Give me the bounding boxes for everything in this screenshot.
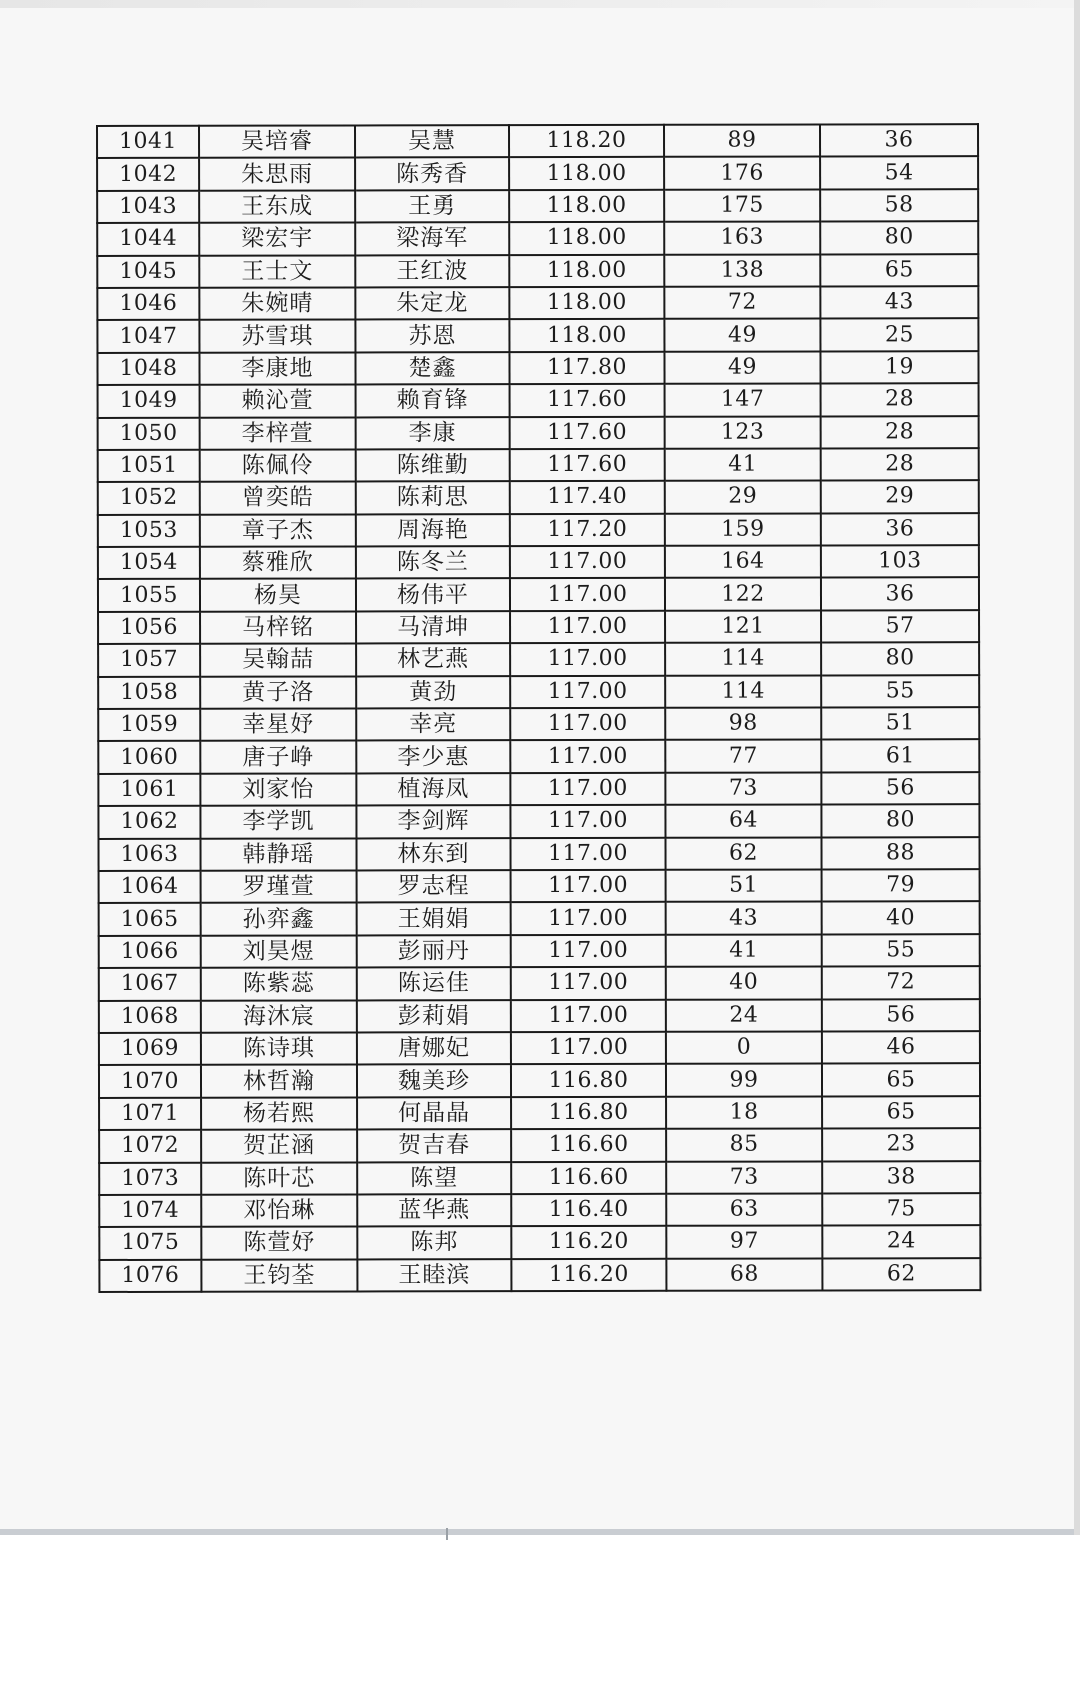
student-name-cell: 章子杰: [200, 514, 356, 547]
value-a-cell: 122: [665, 578, 821, 611]
student-name-cell: 李学凯: [200, 806, 356, 839]
guardian-name-cell: 彭莉娟: [357, 1000, 511, 1033]
table-row: [98, 772, 979, 806]
value-b-cell: 51: [821, 707, 979, 740]
serial-cell: 1042: [97, 158, 199, 191]
score-cell: 117.00: [510, 773, 665, 806]
value-a-cell: 63: [666, 1193, 822, 1226]
value-b-cell: 62: [822, 1258, 980, 1291]
student-name-cell: 梁宏宇: [199, 223, 355, 256]
table-row: [99, 1161, 980, 1195]
value-b-cell: 75: [822, 1193, 980, 1226]
value-a-cell: 164: [665, 546, 821, 579]
value-b-cell: 80: [820, 221, 978, 254]
value-a-cell: 73: [665, 772, 821, 805]
student-name-cell: 杨若熙: [201, 1097, 357, 1130]
value-b-cell: 36: [821, 578, 979, 611]
serial-cell: 1056: [98, 612, 200, 645]
value-a-cell: 40: [666, 967, 822, 1000]
student-name-cell: 陈佩伶: [200, 449, 356, 482]
score-cell: 118.00: [509, 190, 664, 223]
serial-cell: 1054: [98, 547, 200, 580]
value-b-cell: 80: [821, 642, 979, 675]
serial-cell: 1044: [97, 223, 199, 256]
guardian-name-cell: 植海凤: [356, 773, 510, 806]
value-b-cell: 38: [822, 1161, 980, 1194]
value-b-cell: 29: [821, 480, 979, 513]
student-name-cell: 陈诗琪: [201, 1032, 357, 1065]
value-a-cell: 43: [666, 902, 822, 935]
top-edge: [0, 0, 1080, 8]
guardian-name-cell: 李剑辉: [356, 805, 510, 838]
guardian-name-cell: 贺吉春: [357, 1129, 511, 1162]
student-name-cell: 黄子洛: [200, 676, 356, 709]
value-a-cell: 49: [664, 351, 820, 384]
guardian-name-cell: 李康: [356, 417, 510, 450]
guardian-name-cell: 陈邦: [357, 1226, 511, 1259]
table-row: [98, 675, 979, 709]
guardian-name-cell: 林艺燕: [356, 643, 510, 676]
value-a-cell: 99: [666, 1064, 822, 1097]
value-b-cell: 54: [820, 157, 978, 190]
serial-cell: 1059: [98, 709, 200, 742]
score-cell: 118.20: [509, 125, 664, 158]
serial-cell: 1064: [99, 871, 201, 904]
student-name-cell: 蔡雅欣: [200, 547, 356, 580]
student-name-cell: 王士文: [199, 255, 355, 288]
value-a-cell: 175: [664, 189, 820, 222]
score-cell: 117.00: [511, 870, 666, 903]
score-cell: 117.00: [511, 967, 666, 1000]
guardian-name-cell: 梁海军: [355, 222, 509, 255]
serial-cell: 1072: [99, 1130, 201, 1163]
value-a-cell: 97: [666, 1226, 822, 1259]
serial-cell: 1075: [99, 1227, 201, 1260]
score-cell: 117.00: [511, 1032, 666, 1065]
guardian-name-cell: 朱定龙: [355, 287, 509, 320]
student-name-cell: 陈萱妤: [201, 1227, 357, 1260]
student-name-cell: 贺芷涵: [201, 1130, 357, 1163]
table-row: [99, 1031, 980, 1065]
serial-cell: 1057: [98, 644, 200, 677]
value-a-cell: 68: [666, 1258, 822, 1291]
value-b-cell: 57: [821, 610, 979, 643]
value-b-cell: 28: [821, 448, 979, 481]
guardian-name-cell: 林东到: [356, 838, 510, 871]
table-row: [97, 221, 978, 255]
serial-cell: 1073: [99, 1162, 201, 1195]
table-row: [99, 869, 980, 903]
score-cell: 116.80: [511, 1064, 666, 1097]
guardian-name-cell: 王娟娟: [357, 903, 511, 936]
table-row: [98, 578, 979, 612]
student-name-cell: 韩静瑶: [200, 838, 356, 871]
student-name-cell: 马梓铭: [200, 611, 356, 644]
guardian-name-cell: 马清坤: [356, 611, 510, 644]
value-a-cell: 49: [664, 319, 820, 352]
score-cell: 118.00: [509, 287, 664, 320]
value-a-cell: 138: [664, 254, 820, 287]
table-row: [99, 902, 980, 936]
serial-cell: 1041: [97, 126, 199, 159]
value-a-cell: 41: [666, 934, 822, 967]
score-cell: 117.00: [510, 546, 665, 579]
value-b-cell: 40: [822, 902, 980, 935]
table-row: [97, 351, 978, 385]
table-row: [98, 707, 979, 741]
value-b-cell: 28: [821, 383, 979, 416]
table-row: [98, 545, 979, 579]
value-a-cell: 77: [665, 740, 821, 773]
serial-cell: 1074: [99, 1195, 201, 1228]
scan-tick-mark: [446, 1528, 448, 1540]
guardian-name-cell: 陈望: [357, 1162, 511, 1195]
table-row: [97, 157, 978, 191]
serial-cell: 1047: [97, 320, 199, 353]
guardian-name-cell: 王睦滨: [357, 1259, 511, 1292]
table-row: [98, 837, 979, 871]
serial-cell: 1051: [98, 450, 200, 483]
value-a-cell: 85: [666, 1129, 822, 1162]
guardian-name-cell: 赖育锋: [356, 384, 510, 417]
serial-cell: 1066: [99, 936, 201, 969]
score-cell: 118.00: [509, 254, 664, 287]
score-cell: 117.80: [509, 352, 664, 385]
value-b-cell: 56: [822, 999, 980, 1032]
table-row: [99, 1096, 980, 1130]
value-b-cell: 58: [820, 189, 978, 222]
guardian-name-cell: 罗志程: [357, 870, 511, 903]
score-cell: 117.00: [510, 837, 665, 870]
value-b-cell: 46: [822, 1031, 980, 1064]
table-row: [99, 999, 980, 1033]
value-b-cell: 25: [820, 318, 978, 351]
guardian-name-cell: 唐娜妃: [357, 1032, 511, 1065]
table-row: [98, 740, 979, 774]
table-row: [98, 416, 979, 450]
table-row: [99, 934, 980, 968]
value-b-cell: 28: [821, 416, 979, 449]
value-b-cell: 55: [821, 675, 979, 708]
student-name-cell: 唐子峥: [200, 741, 356, 774]
guardian-name-cell: 何晶晶: [357, 1097, 511, 1130]
value-b-cell: 19: [820, 351, 978, 384]
guardian-name-cell: 王勇: [355, 190, 509, 223]
right-edge-shadow: [1074, 0, 1080, 1535]
value-b-cell: 56: [821, 772, 979, 805]
student-name-cell: 吴翰喆: [200, 644, 356, 677]
score-cell: 117.60: [510, 384, 665, 417]
serial-cell: 1062: [98, 806, 200, 839]
student-name-cell: 赖沁萱: [200, 385, 356, 418]
value-b-cell: 65: [822, 1063, 980, 1096]
score-cell: 117.00: [510, 805, 665, 838]
serial-cell: 1063: [98, 838, 200, 871]
score-cell: 118.00: [509, 319, 664, 352]
score-cell: 117.40: [510, 481, 665, 514]
student-name-cell: 陈叶芯: [201, 1162, 357, 1195]
value-a-cell: 29: [665, 481, 821, 514]
score-cell: 117.00: [510, 708, 665, 741]
value-a-cell: 114: [665, 643, 821, 676]
score-cell: 118.00: [509, 157, 664, 190]
serial-cell: 1076: [99, 1259, 201, 1292]
guardian-name-cell: 陈维勤: [356, 449, 510, 482]
score-cell: 117.20: [510, 513, 665, 546]
student-name-cell: 苏雪琪: [199, 320, 355, 353]
value-a-cell: 41: [665, 448, 821, 481]
value-b-cell: 79: [822, 869, 980, 902]
serial-cell: 1058: [98, 676, 200, 709]
student-name-cell: 李康地: [199, 352, 355, 385]
value-b-cell: 61: [821, 740, 979, 773]
score-cell: 116.20: [511, 1258, 666, 1291]
value-a-cell: 163: [664, 222, 820, 255]
serial-cell: 1055: [98, 579, 200, 612]
guardian-name-cell: 陈莉思: [356, 481, 510, 514]
guardian-name-cell: 陈运佳: [357, 967, 511, 1000]
table-row: [99, 1193, 980, 1227]
guardian-name-cell: 吴慧: [355, 125, 509, 158]
student-name-cell: 刘家怡: [200, 773, 356, 806]
value-a-cell: 114: [665, 675, 821, 708]
student-name-cell: 孙弈鑫: [201, 903, 357, 936]
table-row: [97, 124, 978, 158]
guardian-name-cell: 魏美珍: [357, 1064, 511, 1097]
table-row: [98, 513, 979, 547]
serial-cell: 1070: [99, 1065, 201, 1098]
student-name-cell: 海沐宸: [201, 1000, 357, 1033]
guardian-name-cell: 幸亮: [356, 708, 510, 741]
serial-cell: 1050: [98, 417, 200, 450]
guardian-name-cell: 李少惠: [356, 741, 510, 774]
value-b-cell: 55: [822, 934, 980, 967]
value-b-cell: 80: [821, 804, 979, 837]
score-cell: 117.00: [511, 902, 666, 935]
value-a-cell: 18: [666, 1096, 822, 1129]
value-b-cell: 88: [821, 837, 979, 870]
guardian-name-cell: 周海艳: [356, 514, 510, 547]
serial-cell: 1043: [97, 191, 199, 224]
guardian-name-cell: 苏恩: [355, 319, 509, 352]
value-b-cell: 72: [822, 966, 980, 999]
serial-cell: 1046: [97, 288, 199, 321]
score-cell: 117.00: [510, 578, 665, 611]
serial-cell: 1053: [98, 514, 200, 547]
score-cell: 117.00: [510, 740, 665, 773]
value-a-cell: 159: [665, 513, 821, 546]
value-b-cell: 36: [820, 124, 978, 157]
value-a-cell: 147: [665, 384, 821, 417]
score-cell: 116.20: [511, 1226, 666, 1259]
student-name-cell: 杨昊: [200, 579, 356, 612]
guardian-name-cell: 黄劲: [356, 676, 510, 709]
score-cell: 117.00: [510, 643, 665, 676]
value-b-cell: 103: [821, 545, 979, 578]
student-name-cell: 曾奕皓: [200, 482, 356, 515]
score-cell: 117.00: [511, 935, 666, 968]
table-row: [98, 480, 979, 514]
serial-cell: 1060: [98, 741, 200, 774]
serial-cell: 1068: [99, 1000, 201, 1033]
serial-cell: 1045: [97, 255, 199, 288]
table-row: [97, 318, 978, 352]
guardian-name-cell: 彭丽丹: [357, 935, 511, 968]
value-b-cell: 43: [820, 286, 978, 319]
guardian-name-cell: 蓝华燕: [357, 1194, 511, 1227]
guardian-name-cell: 陈秀香: [355, 158, 509, 191]
table-row: [97, 286, 978, 320]
value-a-cell: 98: [665, 708, 821, 741]
table-row: [99, 966, 980, 1000]
value-a-cell: 64: [665, 805, 821, 838]
table-row: [98, 804, 979, 838]
table-row: [99, 1063, 980, 1097]
value-a-cell: 121: [665, 610, 821, 643]
score-cell: 117.00: [510, 611, 665, 644]
table-row: [97, 189, 978, 223]
student-name-cell: 吴培睿: [199, 125, 355, 158]
score-cell: 117.00: [511, 999, 666, 1032]
table-row: [98, 383, 979, 417]
score-cell: 117.00: [510, 675, 665, 708]
student-name-cell: 罗瑾萱: [201, 870, 357, 903]
table-row: [99, 1258, 980, 1292]
score-table: [96, 123, 981, 1293]
value-a-cell: 72: [664, 286, 820, 319]
score-cell: 117.60: [510, 416, 665, 449]
student-name-cell: 邓怡琳: [201, 1194, 357, 1227]
value-b-cell: 24: [822, 1225, 980, 1258]
guardian-name-cell: 杨伟平: [356, 579, 510, 612]
value-a-cell: 62: [665, 837, 821, 870]
student-name-cell: 朱思雨: [199, 158, 355, 191]
score-cell: 117.60: [510, 449, 665, 482]
student-name-cell: 朱婉晴: [199, 287, 355, 320]
serial-cell: 1049: [98, 385, 200, 418]
student-name-cell: 李梓萱: [200, 417, 356, 450]
guardian-name-cell: 陈冬兰: [356, 546, 510, 579]
score-cell: 116.60: [511, 1129, 666, 1162]
value-a-cell: 89: [664, 124, 820, 157]
value-b-cell: 23: [822, 1128, 980, 1161]
score-cell: 116.80: [511, 1097, 666, 1130]
student-name-cell: 王东成: [199, 190, 355, 223]
table-row: [98, 448, 979, 482]
guardian-name-cell: 王红波: [355, 255, 509, 288]
value-a-cell: 51: [666, 869, 822, 902]
student-name-cell: 刘昊煜: [201, 935, 357, 968]
score-cell: 118.00: [509, 222, 664, 255]
score-cell: 116.60: [511, 1161, 666, 1194]
table-row: [98, 610, 979, 644]
value-b-cell: 65: [820, 254, 978, 287]
student-name-cell: 林哲瀚: [201, 1065, 357, 1098]
value-a-cell: 176: [664, 157, 820, 190]
table-row: [99, 1128, 980, 1162]
serial-cell: 1061: [98, 774, 200, 807]
serial-cell: 1067: [99, 968, 201, 1001]
value-a-cell: 24: [666, 999, 822, 1032]
serial-cell: 1048: [97, 353, 199, 386]
student-name-cell: 幸星妤: [200, 708, 356, 741]
table-row: [99, 1225, 980, 1259]
score-cell: 116.40: [511, 1194, 666, 1227]
score-table-body: [97, 124, 980, 1292]
serial-cell: 1065: [99, 903, 201, 936]
serial-cell: 1052: [98, 482, 200, 515]
value-b-cell: 36: [821, 513, 979, 546]
serial-cell: 1069: [99, 1033, 201, 1066]
value-a-cell: 73: [666, 1161, 822, 1194]
table-row: [97, 254, 978, 288]
table-row: [98, 642, 979, 676]
value-a-cell: 123: [665, 416, 821, 449]
serial-cell: 1071: [99, 1098, 201, 1131]
value-b-cell: 65: [822, 1096, 980, 1129]
guardian-name-cell: 楚鑫: [355, 352, 509, 385]
student-name-cell: 王钧荃: [201, 1259, 357, 1292]
student-name-cell: 陈紫蕊: [201, 968, 357, 1001]
value-a-cell: 0: [666, 1031, 822, 1064]
